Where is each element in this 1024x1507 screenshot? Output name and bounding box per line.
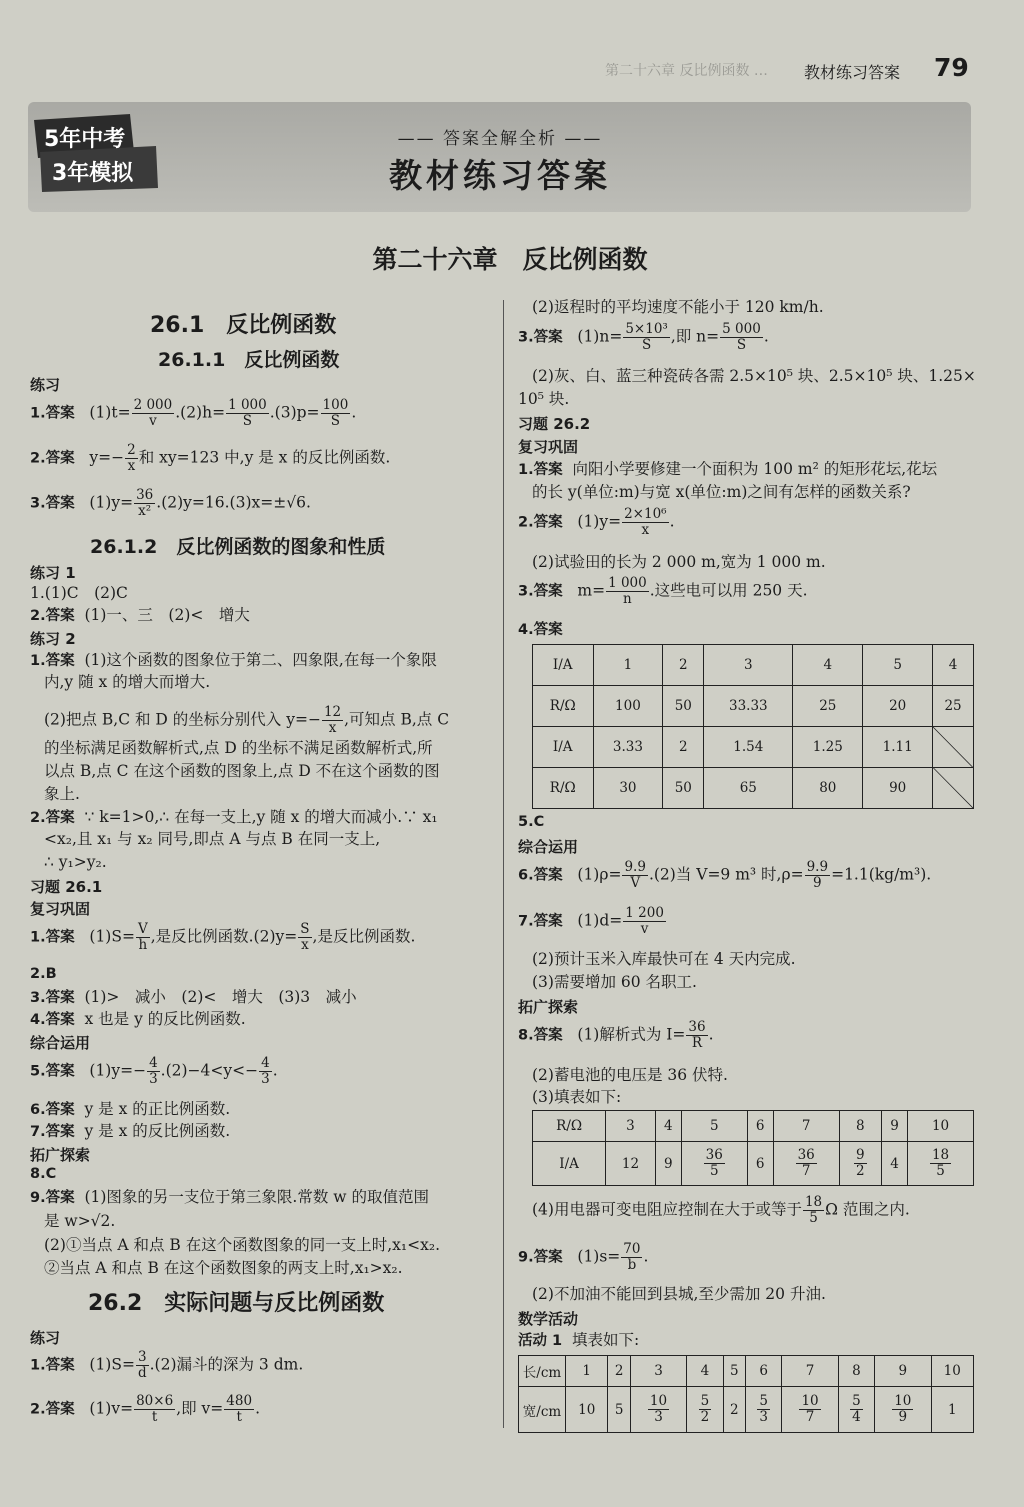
table-cell: I/A — [533, 645, 594, 686]
table-cell: 1 — [931, 1387, 973, 1433]
table-cell: 4 — [687, 1356, 723, 1387]
table-cell: 80 — [793, 768, 863, 809]
table-cell: 25 — [793, 686, 863, 727]
table-cell: 50 — [663, 686, 704, 727]
table-cell: $\frac{10}{7}$ — [782, 1387, 838, 1433]
practice2-item-1: 1.答案 (1)这个函数的图象位于第二、四象限,在每一个象限 — [30, 651, 437, 669]
exercise-r1: 1.答案 向阳小学要修建一个面积为 100 m² 的矩形花坛,花坛 — [518, 460, 938, 478]
table-cell: 5 — [681, 1111, 747, 1142]
heading-review-2: 复习巩固 — [518, 438, 579, 456]
exercise-r4-label: 4.答案 — [518, 622, 563, 638]
text-line: (3)需要增加 60 名职工. — [532, 973, 697, 991]
column-divider — [503, 300, 504, 1428]
text-line: (2)不加油不能回到县城,至少需加 20 升油. — [532, 1285, 826, 1303]
heading-exercise-26-2: 习题 26.2 — [518, 415, 591, 433]
table-cell: 宽/cm — [519, 1387, 566, 1433]
answer-3: 3.答案 (1)y= $\frac{36}{\text{x²}}$ .(2)y=16.(3)x=±√6. — [30, 487, 311, 519]
text-line: 的坐标满足函数解析式,点 D 的坐标不满足函数解析式,所 — [44, 739, 433, 757]
table-cell: 65 — [704, 768, 793, 809]
table-cell: 1.54 — [704, 727, 793, 768]
practice1-item-1: 1.(1)C (2)C — [30, 584, 128, 602]
exercise-1: 1.答案 (1)S= $\frac{V}{h}$ ,是反比例函数.(2)y= $\frac{S}{x}$ ,是反比例函数. — [30, 921, 416, 953]
answer-2: 2.答案 y=− $\frac{2}{x}$ 和 xy=123 中,y 是 x 的反比例函数. — [30, 442, 391, 474]
table-cell: 90 — [863, 768, 933, 809]
table-cell: 33.33 — [704, 686, 793, 727]
text-line: 10⁵ 块. — [518, 390, 570, 408]
text-line: ②当点 A 和点 B 在这个函数图象的两支上时,x₁>x₂. — [44, 1259, 403, 1277]
table-cell: R/Ω — [533, 686, 594, 727]
table-cell: 3 — [704, 645, 793, 686]
table-cell: 5 — [608, 1387, 630, 1433]
table-cell: 9 — [882, 1111, 908, 1142]
table-cell: $\frac{9}{2}$ — [839, 1142, 881, 1186]
table-cell: 长/cm — [519, 1356, 566, 1387]
table-cell: 9 — [655, 1142, 681, 1186]
table-cell: 8 — [838, 1356, 874, 1387]
table-cell: 10 — [908, 1111, 974, 1142]
banner-subtitle: —— 答案全解全析 —— — [397, 129, 603, 149]
exercise-2: 2.B — [30, 966, 57, 982]
chapter-title: 第二十六章 反比例函数 — [372, 245, 648, 274]
exercise-r3: 3.答案 m= $\frac{1 000}{n}$ .这些电可以用 250 天. — [518, 575, 808, 607]
answer-label: 1.答案 — [30, 405, 75, 422]
table-cell: 10 — [566, 1387, 608, 1433]
banner-title: 教材练习答案 — [389, 156, 611, 195]
heading-review: 复习巩固 — [30, 900, 91, 918]
table-cell: 2 — [663, 645, 704, 686]
table-cell: $\frac{5}{3}$ — [745, 1387, 781, 1433]
text-line: 是 w>√2. — [44, 1212, 116, 1230]
table-cell: 8 — [839, 1111, 881, 1142]
heading-comprehensive: 综合运用 — [30, 1034, 91, 1052]
book-logo — [30, 112, 162, 194]
practice1-item-2: 2.答案 (1)一、三 (2)< 增大 — [30, 606, 250, 624]
table-cell: 3.33 — [593, 727, 663, 768]
table-cell: 12 — [606, 1142, 656, 1186]
text-line: 内,y 随 x 的增大而增大. — [44, 673, 211, 691]
table-cell: 4 — [882, 1142, 908, 1186]
table-current-resistance — [532, 644, 974, 809]
table-cell: 6 — [747, 1111, 773, 1142]
text-line: (3)填表如下: — [532, 1088, 622, 1106]
exercise-r7: 7.答案 (1)d= $\frac{1 200}{v}$ — [518, 905, 664, 937]
activity-1: 活动 1 填表如下: — [518, 1331, 640, 1349]
text-line: 的长 y(单位:m)与宽 x(单位:m)之间有怎样的函数关系? — [532, 483, 911, 501]
table-cell: R/Ω — [533, 768, 594, 809]
section-26-1-2-title: 26.1.2 反比例函数的图象和性质 — [90, 536, 386, 558]
table-cell: 100 — [593, 686, 663, 727]
table-cell: 20 — [863, 686, 933, 727]
section-26-2-title: 26.2 实际问题与反比例函数 — [88, 1291, 385, 1316]
practice2-item-2: 2.答案 ∵ k=1>0,∴ 在每一支上,y 随 x 的增大而减小.∵ x₁ — [30, 808, 438, 826]
table-cell: 4 — [793, 645, 863, 686]
table-cell: R/Ω — [533, 1111, 606, 1142]
exercise-8: 8.C — [30, 1166, 57, 1182]
heading-practice: 练习 — [30, 376, 61, 394]
text-line: ∴ y₁>y₂. — [44, 853, 107, 871]
exercise-4: 4.答案 x 也是 y 的反比例函数. — [30, 1010, 246, 1028]
table-cell: 30 — [593, 768, 663, 809]
table-cell: 5 — [863, 645, 933, 686]
text-line: 以点 B,点 C 在这个函数的图象上,点 D 不在这个函数的图 — [44, 762, 440, 780]
text-line: (2)预计玉米入库最快可在 4 天内完成. — [532, 950, 796, 968]
table-cell: 2 — [608, 1356, 630, 1387]
table-cell: 25 — [933, 686, 974, 727]
table-cell: $\frac{36}{5}$ — [681, 1142, 747, 1186]
section-26-1-title: 26.1 反比例函数 — [150, 313, 337, 338]
table-cell: 4 — [933, 645, 974, 686]
heading-practice-2: 练习 2 — [30, 630, 76, 648]
table-cell: $\frac{5}{4}$ — [838, 1387, 874, 1433]
table-cell: 50 — [663, 768, 704, 809]
exercise-6: 6.答案 y 是 x 的正比例函数. — [30, 1100, 231, 1118]
table-cell: 2 — [663, 727, 704, 768]
exercise-r9: 9.答案 (1)s= $\frac{70}{b}$ . — [518, 1241, 649, 1273]
exercise-r2: 2.答案 (1)y= $\frac{\text{2×10⁶}}{x}$ . — [518, 506, 675, 538]
table-cell: 7 — [773, 1111, 839, 1142]
section-26-1-1-title: 26.1.1 反比例函数 — [158, 349, 340, 371]
text-line: (2)蓄电池的电压是 36 伏特. — [532, 1066, 728, 1084]
table-cell: 4 — [655, 1111, 681, 1142]
answer-r3: 3.答案 (1)n= $\frac{\text{5×10³}}{S}$ ,即 n= $\frac{5 000}{S}$ . — [518, 321, 769, 353]
exercise-3: 3.答案 (1)> 减小 (2)< 增大 (3)3 减小 — [30, 988, 357, 1006]
table-cell: $\frac{18}{5}$ — [908, 1142, 974, 1186]
table-cell: 10 — [931, 1356, 973, 1387]
table-cell: 9 — [875, 1356, 931, 1387]
text-line: (2)①当点 A 和点 B 在这个函数图象的同一支上时,x₁<x₂. — [44, 1236, 441, 1254]
exercise-5: 5.答案 (1)y=− $\frac{4}{3}$ .(2)−4<y<− $\frac{4}{3}$ . — [30, 1055, 278, 1087]
exercise-r6: 6.答案 (1)ρ= $\frac{9.9}{V}$ .(2)当 V=9 m³ 时,ρ= $\frac{9.9}{9}$ =1.1(kg/m³). — [518, 859, 932, 891]
text-line: (2)把点 B,C 和 D 的坐标分别代入 y=− $\frac{12}{x}$ ,可知点 B,点 C — [44, 704, 450, 736]
text-line: (4)用电器可变电阻应控制在大于或等于 $\frac{18}{5}$ Ω 范围之内. — [532, 1194, 910, 1226]
exercise-9: 9.答案 (1)图象的另一支位于第三象限.常数 w 的取值范围 — [30, 1188, 429, 1206]
text-line: (2)灰、白、蓝三种瓷砖各需 2.5×10⁵ 块、2.5×10⁵ 块、1.25× — [532, 367, 976, 385]
answer-1: 1.答案 (1)t= $\frac{2 000}{v}$ .(2)h= $\frac{1 000}{S}$ .(3)p= $\frac{100}{S}$ . — [30, 397, 357, 429]
table-cell: 7 — [782, 1356, 838, 1387]
table-cell: 1.25 — [793, 727, 863, 768]
text-line: (2)返程时的平均速度不能小于 120 km/h. — [532, 298, 824, 316]
logo-top-text: 5年中考 — [44, 127, 126, 152]
page-number: 79 — [934, 53, 969, 82]
table-cell: 1 — [593, 645, 663, 686]
exercise-7: 7.答案 y 是 x 的反比例函数. — [30, 1122, 231, 1140]
heading-math-activity: 数学活动 — [518, 1310, 579, 1328]
table-cell: $\frac{10}{3}$ — [630, 1387, 686, 1433]
header-faint-text: 第二十六章 反比例函数 … — [605, 63, 768, 79]
practice-26-2-item-1: 1.答案 (1)S= $\frac{3}{d}$ .(2)漏斗的深为 3 dm. — [30, 1349, 304, 1381]
table-cell: 2 — [723, 1387, 745, 1433]
table-cell: 6 — [745, 1356, 781, 1387]
text-line: <x₂,且 x₁ 与 x₂ 同号,即点 A 与点 B 在同一支上, — [44, 830, 381, 848]
exercise-r8: 8.答案 (1)解析式为 I= $\frac{36}{R}$ . — [518, 1019, 714, 1051]
table-cell: 5 — [723, 1356, 745, 1387]
table-cell: I/A — [533, 1142, 606, 1186]
header-section-label: 教材练习答案 — [804, 63, 901, 82]
heading-practice-26-2: 练习 — [30, 1329, 61, 1347]
heading-practice-1: 练习 1 — [30, 564, 76, 582]
table-resistance-current — [532, 1110, 974, 1186]
table-cell: I/A — [533, 727, 594, 768]
logo-bottom-text: 3年模拟 — [52, 161, 134, 186]
heading-extension: 拓广探索 — [30, 1146, 91, 1164]
text-line: (2)试验田的长为 2 000 m,宽为 1 000 m. — [532, 553, 826, 571]
table-cell: 1.11 — [863, 727, 933, 768]
heading-comprehensive-2: 综合运用 — [518, 838, 579, 856]
table-cell: 3 — [606, 1111, 656, 1142]
table-cell: 6 — [747, 1142, 773, 1186]
table-cell: 3 — [630, 1356, 686, 1387]
table-cell: $\frac{36}{7}$ — [773, 1142, 839, 1186]
table-cell: $\frac{10}{9}$ — [875, 1387, 931, 1433]
practice-26-2-item-2: 2.答案 (1)v= $\frac{80\times 6}{t}$ ,即 v= $\frac{480}{t}$ . — [30, 1393, 261, 1425]
table-length-width — [518, 1355, 974, 1433]
table-cell: $\frac{5}{2}$ — [687, 1387, 723, 1433]
table-cell: 1 — [566, 1356, 608, 1387]
table-empty-cell — [933, 727, 974, 809]
exercise-r5: 5.C — [518, 814, 545, 830]
heading-exercise-26-1: 习题 26.1 — [30, 878, 103, 896]
heading-extension-2: 拓广探索 — [518, 998, 579, 1016]
text-line: 象上. — [44, 785, 80, 803]
